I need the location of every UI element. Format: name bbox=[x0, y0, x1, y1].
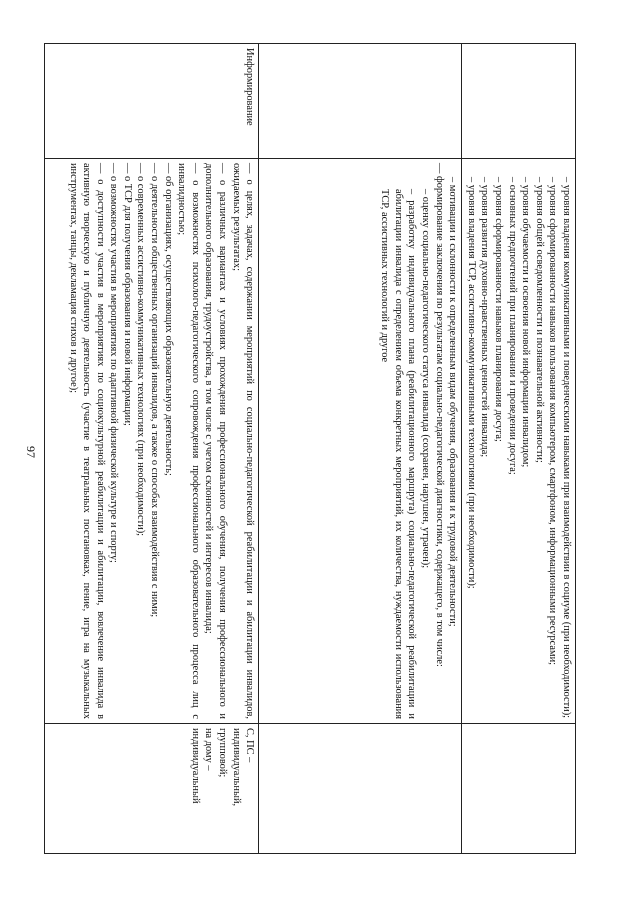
form-cell bbox=[462, 724, 576, 854]
form-line: С, ПС – bbox=[244, 728, 256, 763]
list-item: — о ТСР для получения образования и новой информации; bbox=[121, 163, 133, 426]
form-line: индивидуальный bbox=[189, 728, 201, 804]
row-title-cell bbox=[462, 44, 576, 159]
form-cell bbox=[259, 724, 462, 854]
list-item: — о доступности участия в мероприятиях по социокультурной реабилитации и абилитации, вовлечение инвалида в активную творческую и публичную деятельность (участие в театральных постановках, пение, игра на музыкальных инструментах, танцы, декламация стихов и другое); bbox=[67, 163, 106, 719]
table-row bbox=[462, 44, 576, 854]
list-item: – уровня сформированности навыков планирования досуга; bbox=[493, 177, 505, 442]
services-table bbox=[44, 43, 576, 854]
content-cell bbox=[462, 159, 576, 724]
list-item: — о современных ассистивно-коммуникативных технологиях (при необходимости); bbox=[135, 163, 147, 537]
content-cell bbox=[45, 159, 259, 724]
list-item: – разработку индивидуального плана (реабилитационного маршрута) социально-педагогической реабилитации и абилитации инвалида с определением объема конкретных мероприятий, их количества, нуждаемости использования ТСР, ассистивных технологий и другое bbox=[379, 189, 418, 719]
list-item: – мотивации и склонности к определенным видам обучения, образования и к трудовой деятельности; bbox=[447, 177, 459, 627]
form-line: групповой; bbox=[217, 728, 229, 778]
content-cell bbox=[259, 159, 462, 724]
list-item: — формирование заключения по результатам социально-педагогической диагностики, содержащего, в том числе: bbox=[433, 163, 445, 667]
form-cell bbox=[45, 724, 259, 854]
row-title-cell: Информирование bbox=[45, 44, 259, 159]
table-row bbox=[259, 44, 462, 854]
list-item: – оценку социально-педагогического статуса инвалида (сохранен, нарушен, утрачен); bbox=[420, 189, 432, 569]
page-number: 97 bbox=[24, 446, 38, 458]
list-item: — о различных вариантах и условиях прохождения профессионального обучения, получения профессионального и дополнительного образования, трудоустройства, в том числе с учетом склонностей и интересов инвалида; bbox=[203, 163, 229, 719]
list-item: – основных предпочтений при планировании и проведении досуга; bbox=[506, 177, 518, 475]
list-item: — о целях, задачах, содержании мероприятий по социально-педагогической реабилитации и абилитации инвалидов, ожидаемых результатах; bbox=[230, 163, 256, 719]
list-item: – уровня развития духовно-нравственных ценностей инвалида; bbox=[479, 177, 491, 458]
list-item: — о возможностях психолого-педагогического сопровождения профессионального образовательного процесса лиц с инвалидностью; bbox=[176, 163, 201, 719]
list-item: — о возможностях участия в мероприятиях по адаптивной физической культуре и спорту; bbox=[108, 163, 120, 563]
form-line: индивидуальный, bbox=[230, 728, 242, 807]
list-item: — о деятельности общественных организаций инвалидов, а также о способах взаимодействия с ними; bbox=[149, 163, 161, 618]
list-item: – уровня владения коммуникативными и поведенческими навыками при взаимодействии в социуме (при необходимости); bbox=[561, 177, 572, 719]
list-item: – уровня общей осведомленности и познавательной активности; bbox=[533, 177, 545, 463]
list-item: — об организациях, осуществляющих образовательную деятельность; bbox=[162, 163, 174, 476]
list-item: – уровня сформированности навыков пользования компьютером, смартфоном, информационными ресурсами; bbox=[547, 177, 559, 666]
form-line: на дому – bbox=[203, 728, 215, 771]
rotated-table-sheet bbox=[56, 43, 576, 853]
list-item: – уровня обучаемости и освоения новой информации инвалидом; bbox=[520, 177, 532, 468]
list-item: – уровня владения ТСР, ассистивно-коммуникативными технологиями (при необходимости); bbox=[465, 177, 477, 589]
row-title-cell bbox=[259, 44, 462, 159]
table-row bbox=[45, 44, 259, 854]
